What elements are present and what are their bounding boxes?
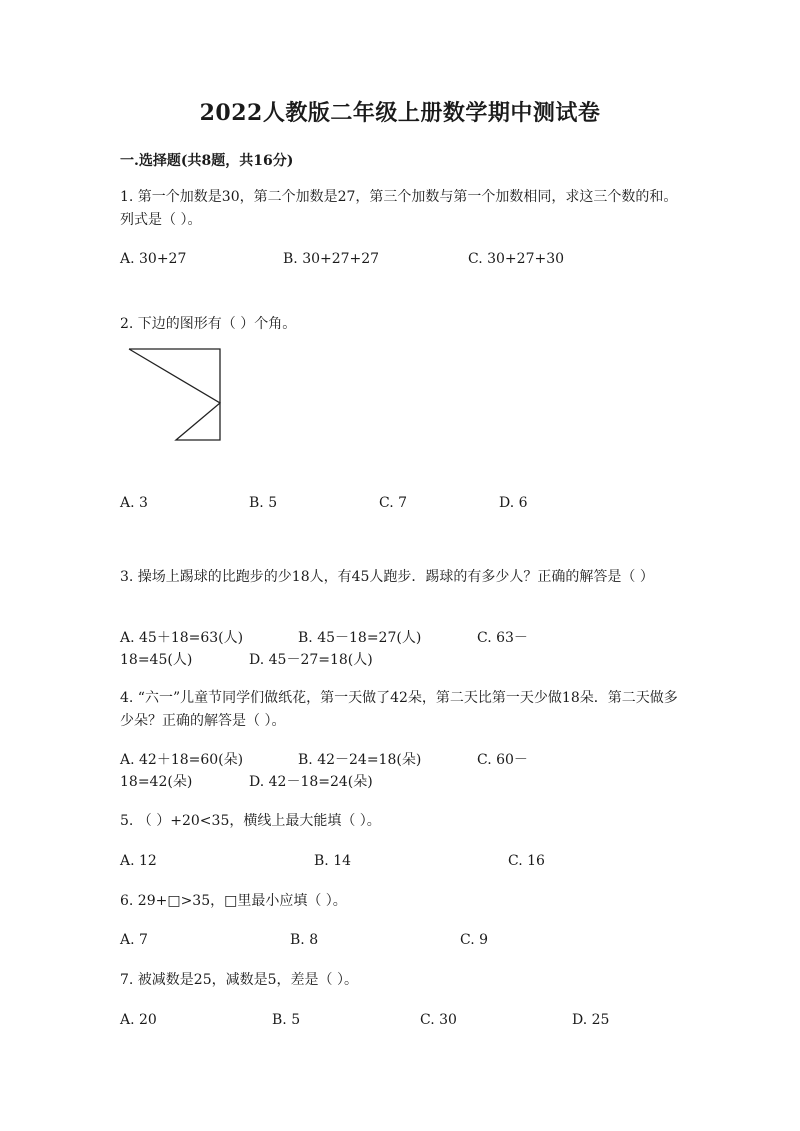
question-3-option-d: D. 45－27=18(人)	[249, 652, 373, 668]
question-1-option-c: C. 30+27+30	[468, 251, 565, 267]
question-3-option-c: C. 63－	[477, 630, 528, 646]
question-6-option-a: A. 7	[120, 932, 148, 948]
question-1-text: 1. 第一个加数是30，第二个加数是27，第三个加数与第一个加数相同，求这三个数的和。列式是（ ）。	[120, 189, 678, 228]
question-1-option-b: B. 30+27+27	[283, 251, 380, 267]
question-3-option-b: B. 45－18=27(人)	[298, 630, 422, 646]
question-6-option-c: C. 9	[460, 932, 489, 948]
question-5-text: 5. （ ）+20<35，横线上最大能填（ ）。	[120, 813, 381, 829]
question-2-option-a: A. 3	[120, 495, 148, 511]
question-3-option-c-cont: 18=45(人)	[120, 652, 193, 668]
question-4-option-c-cont: 18=42(朵)	[120, 774, 193, 790]
question-5-option-b: B. 14	[314, 853, 352, 869]
figure-outline	[129, 349, 220, 440]
question-4-option-d: D. 42－18=24(朵)	[249, 774, 373, 790]
question-3-option-a: A. 45＋18=63(人)	[120, 630, 244, 646]
question-2-option-b: B. 5	[249, 495, 278, 511]
question-7-option-a: A. 20	[120, 1012, 157, 1028]
question-7-option-b: B. 5	[272, 1012, 301, 1028]
question-4-text: 4. “六一”儿童节同学们做纸花，第一天做了42朵，第二天比第一天少做18朵．第二天做多少朵？正确的解答是（ ）。	[120, 690, 678, 729]
angle-figure	[126, 346, 226, 442]
question-7-option-c: C. 30	[420, 1012, 457, 1028]
question-4-option-a: A. 42＋18=60(朵)	[120, 752, 244, 768]
question-2-text: 2. 下边的图形有（ ）个角。	[120, 316, 297, 332]
question-4-option-c: C. 60－	[477, 752, 528, 768]
question-5-option-a: A. 12	[120, 853, 157, 869]
question-1-option-a: A. 30+27	[120, 251, 187, 267]
question-6-option-b: B. 8	[290, 932, 319, 948]
question-3-text: 3. 操场上踢球的比跑步的少18人，有45人跑步．踢球的有多少人？正确的解答是（ ）	[120, 569, 654, 585]
question-6-text: 6. 29+□>35，□里最小应填（ ）。	[120, 893, 347, 909]
exam-title: 2022人教版二年级上册数学期中测试卷	[199, 100, 601, 126]
question-2-option-c: C. 7	[379, 495, 408, 511]
question-7-option-d: D. 25	[572, 1012, 610, 1028]
question-4-option-b: B. 42－24=18(朵)	[298, 752, 422, 768]
section-heading: 一.选择题(共8题，共16分)	[120, 153, 294, 169]
question-7-text: 7. 被减数是25，减数是5，差是（ ）。	[120, 972, 358, 988]
question-5-option-c: C. 16	[508, 853, 545, 869]
question-2-option-d: D. 6	[499, 495, 528, 511]
